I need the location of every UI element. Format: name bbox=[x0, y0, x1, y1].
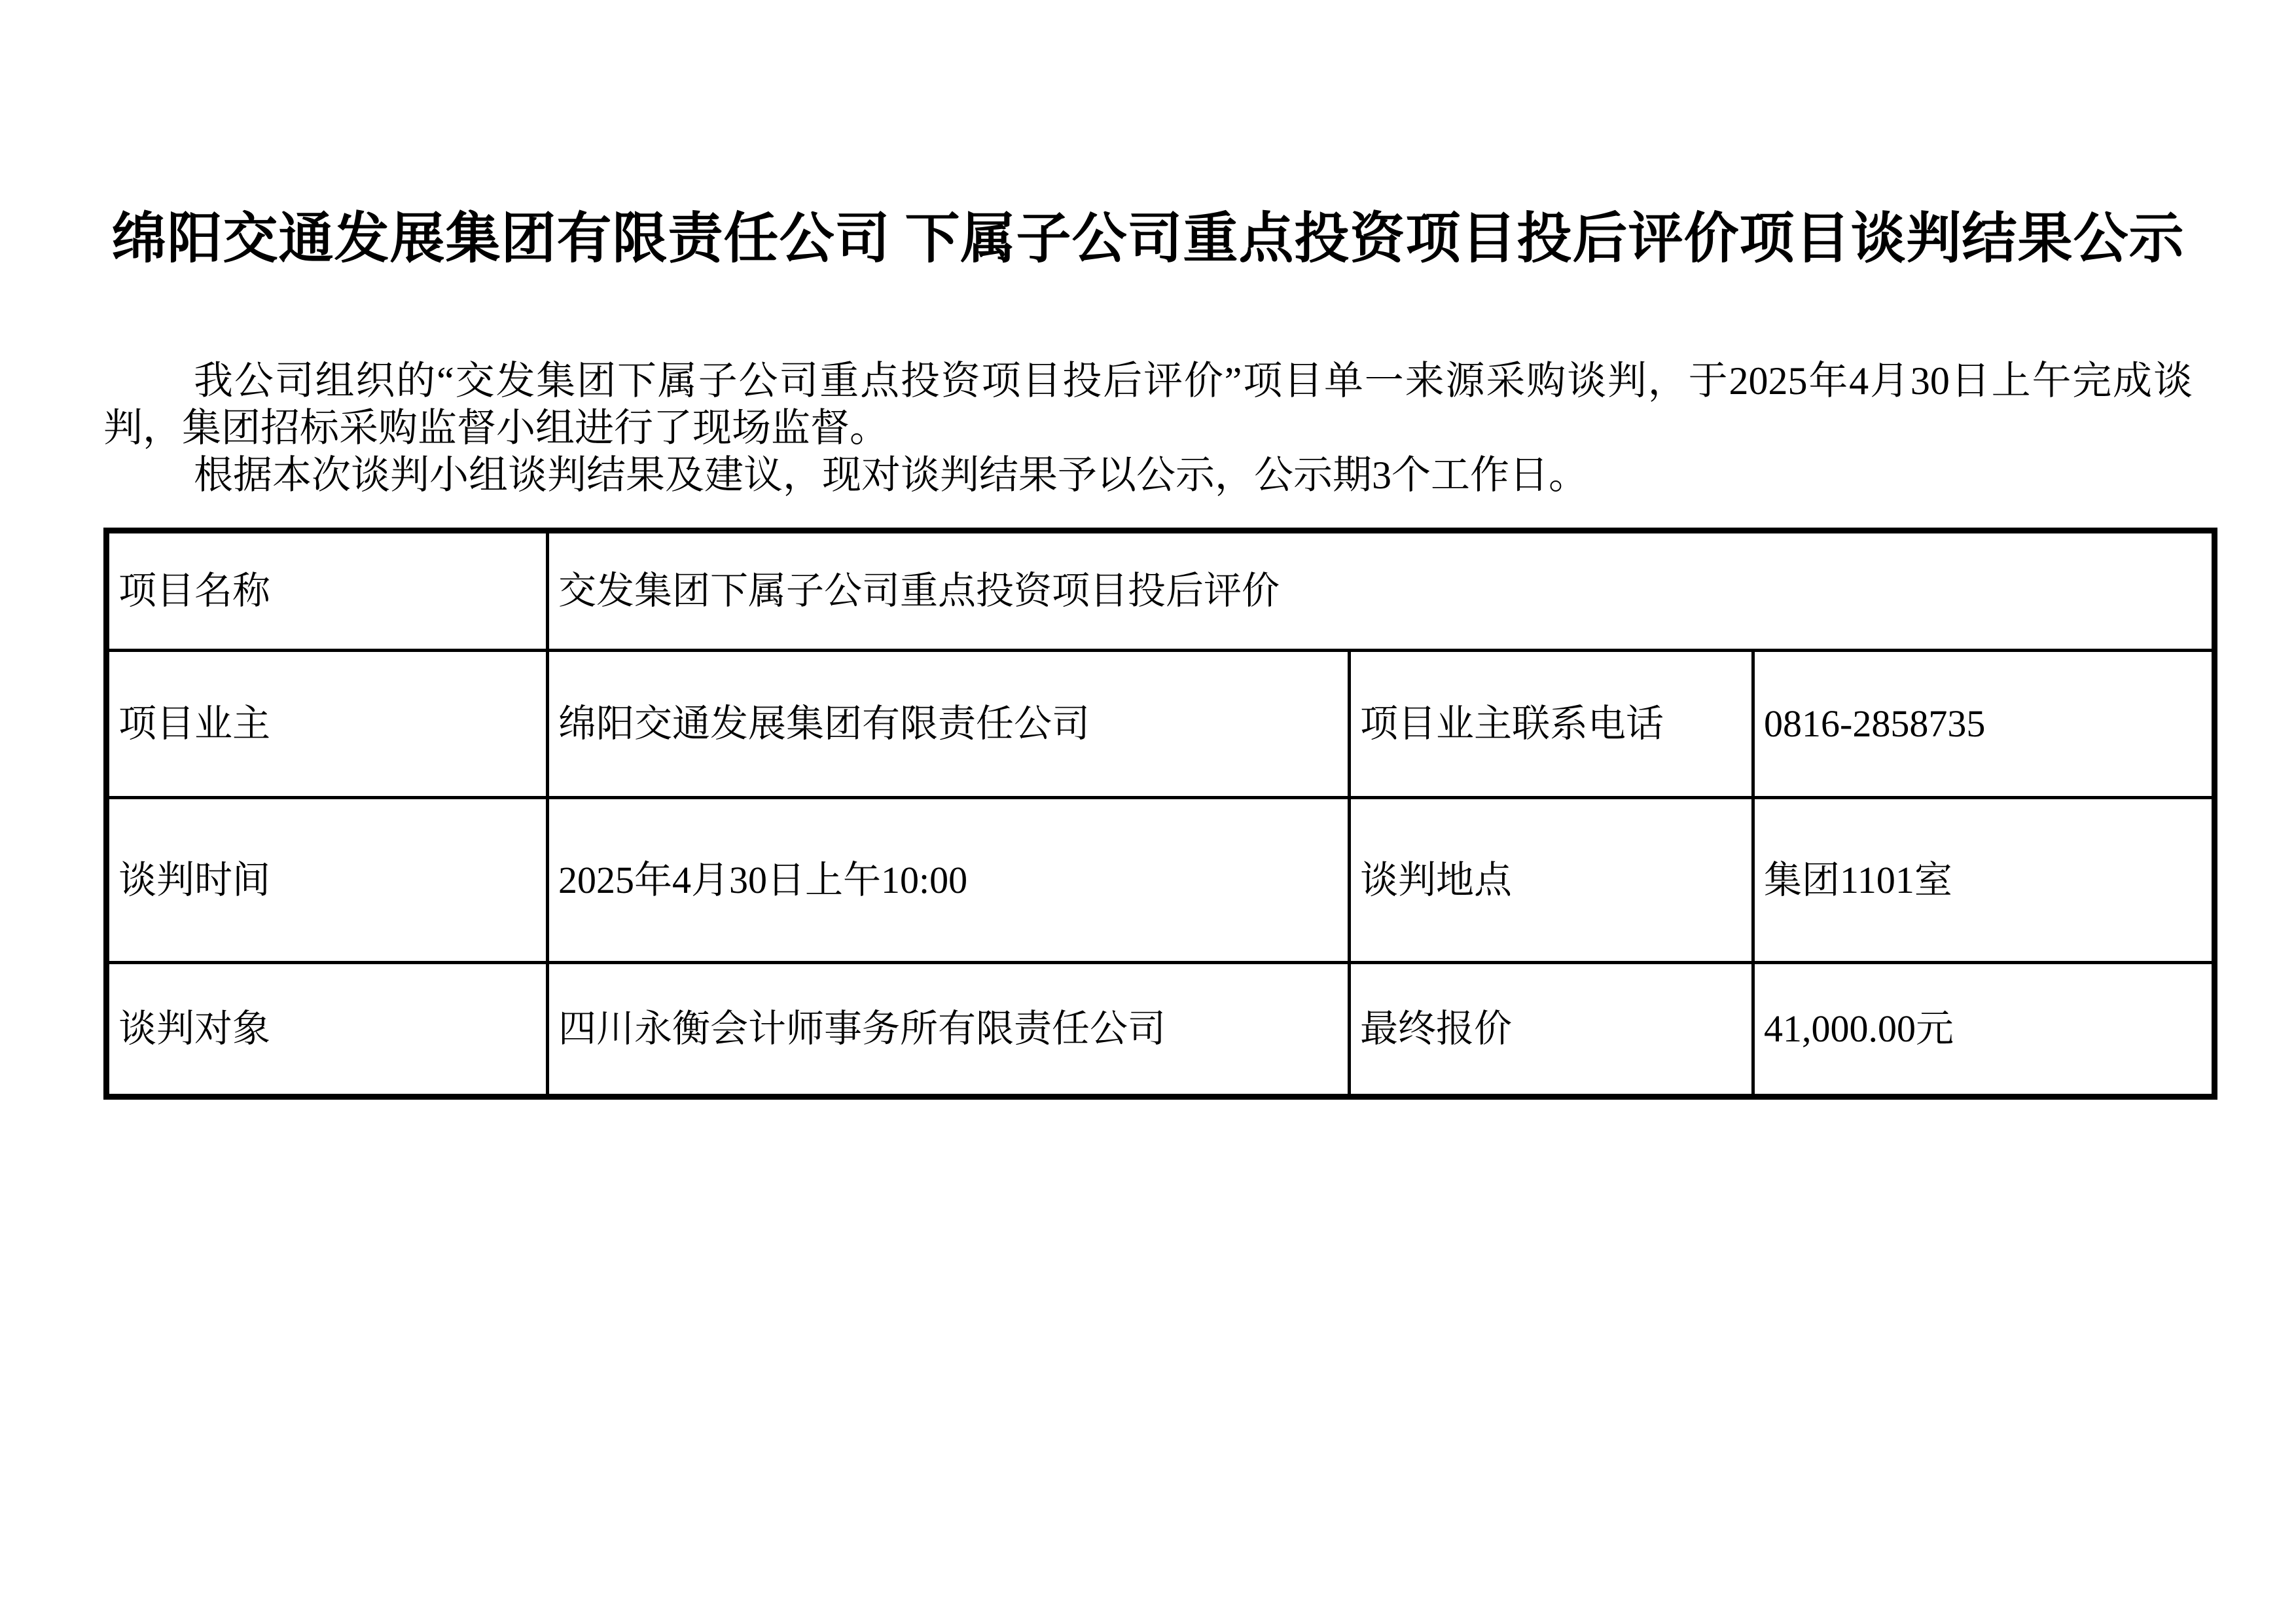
intro-text-block bbox=[103, 357, 2193, 499]
cell-label-final-price: 最终报价 bbox=[1350, 963, 1753, 1097]
cell-value-negotiation-place: 集团1101室 bbox=[1753, 798, 2215, 963]
cell-value-final-price: 41,000.00元 bbox=[1753, 963, 2215, 1097]
cell-label-project-owner: 项目业主 bbox=[107, 651, 548, 798]
intro-paragraph-2: 根据本次谈判小组谈判结果及建议，现对谈判结果予以公示，公示期3个工作日。 bbox=[194, 454, 1588, 497]
cell-value-negotiation-target: 四川永衡会计师事务所有限责任公司 bbox=[548, 963, 1350, 1097]
cell-label-negotiation-place: 谈判地点 bbox=[1350, 798, 1753, 963]
cell-value-project-name: 交发集团下属子公司重点投资项目投后评价 bbox=[548, 531, 2215, 651]
table-row-negotiation-target bbox=[107, 963, 2215, 1097]
cell-value-negotiation-time: 2025年4月30日上午10:00 bbox=[548, 798, 1350, 963]
negotiation-result-table bbox=[103, 528, 2217, 1100]
cell-value-project-owner: 绵阳交通发展集团有限责任公司 bbox=[548, 651, 1350, 798]
intro-paragraph-1: 我公司组织的“交发集团下属子公司重点投资项目投后评价”项目单一来源采购谈判，于2025年4月30日上午完成谈判，集团招标采购监督小组进行了现场监督。 bbox=[103, 359, 2193, 450]
cell-label-negotiation-time: 谈判时间 bbox=[107, 798, 548, 963]
table-row-project-owner bbox=[107, 651, 2215, 798]
cell-label-owner-phone: 项目业主联系电话 bbox=[1350, 651, 1753, 798]
cell-label-negotiation-target: 谈判对象 bbox=[107, 963, 548, 1097]
cell-label-project-name: 项目名称 bbox=[107, 531, 548, 651]
document-title: 绵阳交通发展集团有限责任公司 下属子公司重点投资项目投后评价项目谈判结果公示 bbox=[111, 209, 2185, 270]
table-row-project-name bbox=[107, 531, 2215, 651]
cell-value-owner-phone: 0816-2858735 bbox=[1753, 651, 2215, 798]
table-row-negotiation-time bbox=[107, 798, 2215, 963]
